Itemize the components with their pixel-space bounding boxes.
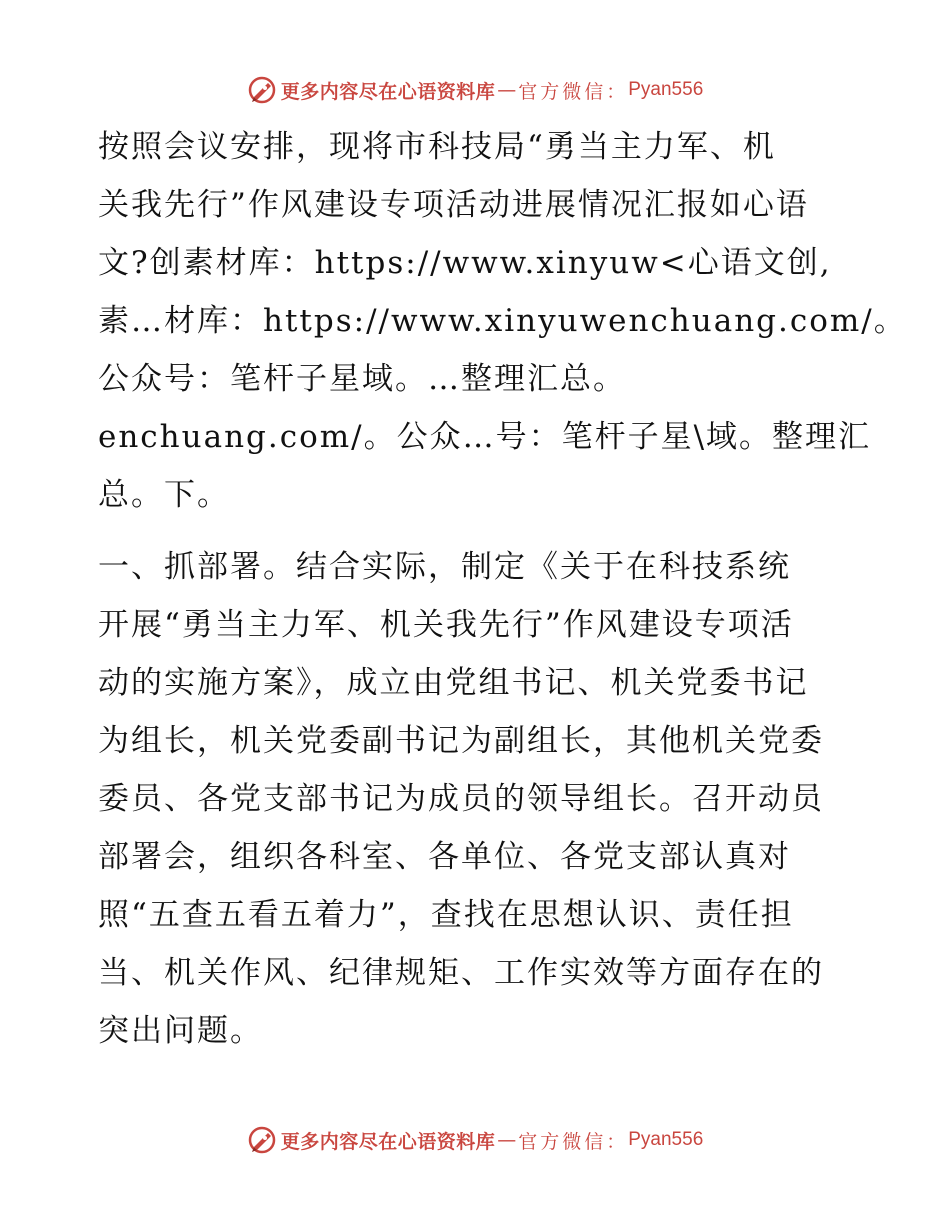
wechat-id: Pyan556 <box>628 79 704 100</box>
paragraph-deployment <box>98 538 858 1060</box>
text-line: 动的实施方案》，成立由党组书记、机关党委书记 <box>98 665 809 701</box>
text-line: 当、机关作风、纪律规矩、工作实效等方面存在的 <box>98 955 824 991</box>
header-watermark <box>0 70 950 110</box>
text-line: 部署会，组织各科室、各单位、各党支部认真对 <box>98 839 791 875</box>
text-line: 公众号：笔杆子星域。…整理汇总。 <box>98 361 626 397</box>
watermark-separator: — <box>497 1129 517 1151</box>
text-line: 文?创素材库：https://www.xinyuw<心语文创, <box>98 245 832 281</box>
paragraph-intro <box>98 118 907 524</box>
text-line: 关我先行”作风建设专项活动进展情况汇报如心语 <box>98 187 809 223</box>
text-line: 突出问题。 <box>98 1013 263 1049</box>
watermark-text: 更多内容尽在心语资料库 <box>280 1130 496 1153</box>
footer-watermark <box>0 1120 950 1160</box>
text-line: 开展“勇当主力军、机关我先行”作风建设专项活 <box>98 607 794 643</box>
watermark-separator: — <box>497 79 517 101</box>
text-line: 委员、各党支部书记为成员的领导组长。召开动员 <box>98 781 824 817</box>
text-line: 照“五查五看五着力”，查找在思想认识、责任担 <box>98 897 794 933</box>
watermark-text: 更多内容尽在心语资料库 <box>280 80 496 103</box>
text-line: 总。下。 <box>98 477 230 513</box>
text-line: 素…材库：https://www.xinyuwenchuang.com/。 <box>98 303 907 339</box>
pen-logo-icon <box>247 75 277 105</box>
document-body <box>98 118 907 1060</box>
wechat-id: Pyan556 <box>628 1129 704 1150</box>
wechat-label: 官方微信： <box>518 80 629 103</box>
text-line: 按照会议安排，现将市科技局“勇当主力军、机 <box>98 129 776 165</box>
text-line: 一、抓部署。结合实际，制定《关于在科技系统 <box>98 549 791 585</box>
wechat-label: 官方微信： <box>518 1130 629 1153</box>
text-line: enchuang.com/。公众…号：笔杆子星\域。整理汇 <box>98 419 872 455</box>
text-line: 为组长，机关党委副书记为副组长，其他机关党委 <box>98 723 824 759</box>
pen-logo-icon <box>247 1125 277 1155</box>
